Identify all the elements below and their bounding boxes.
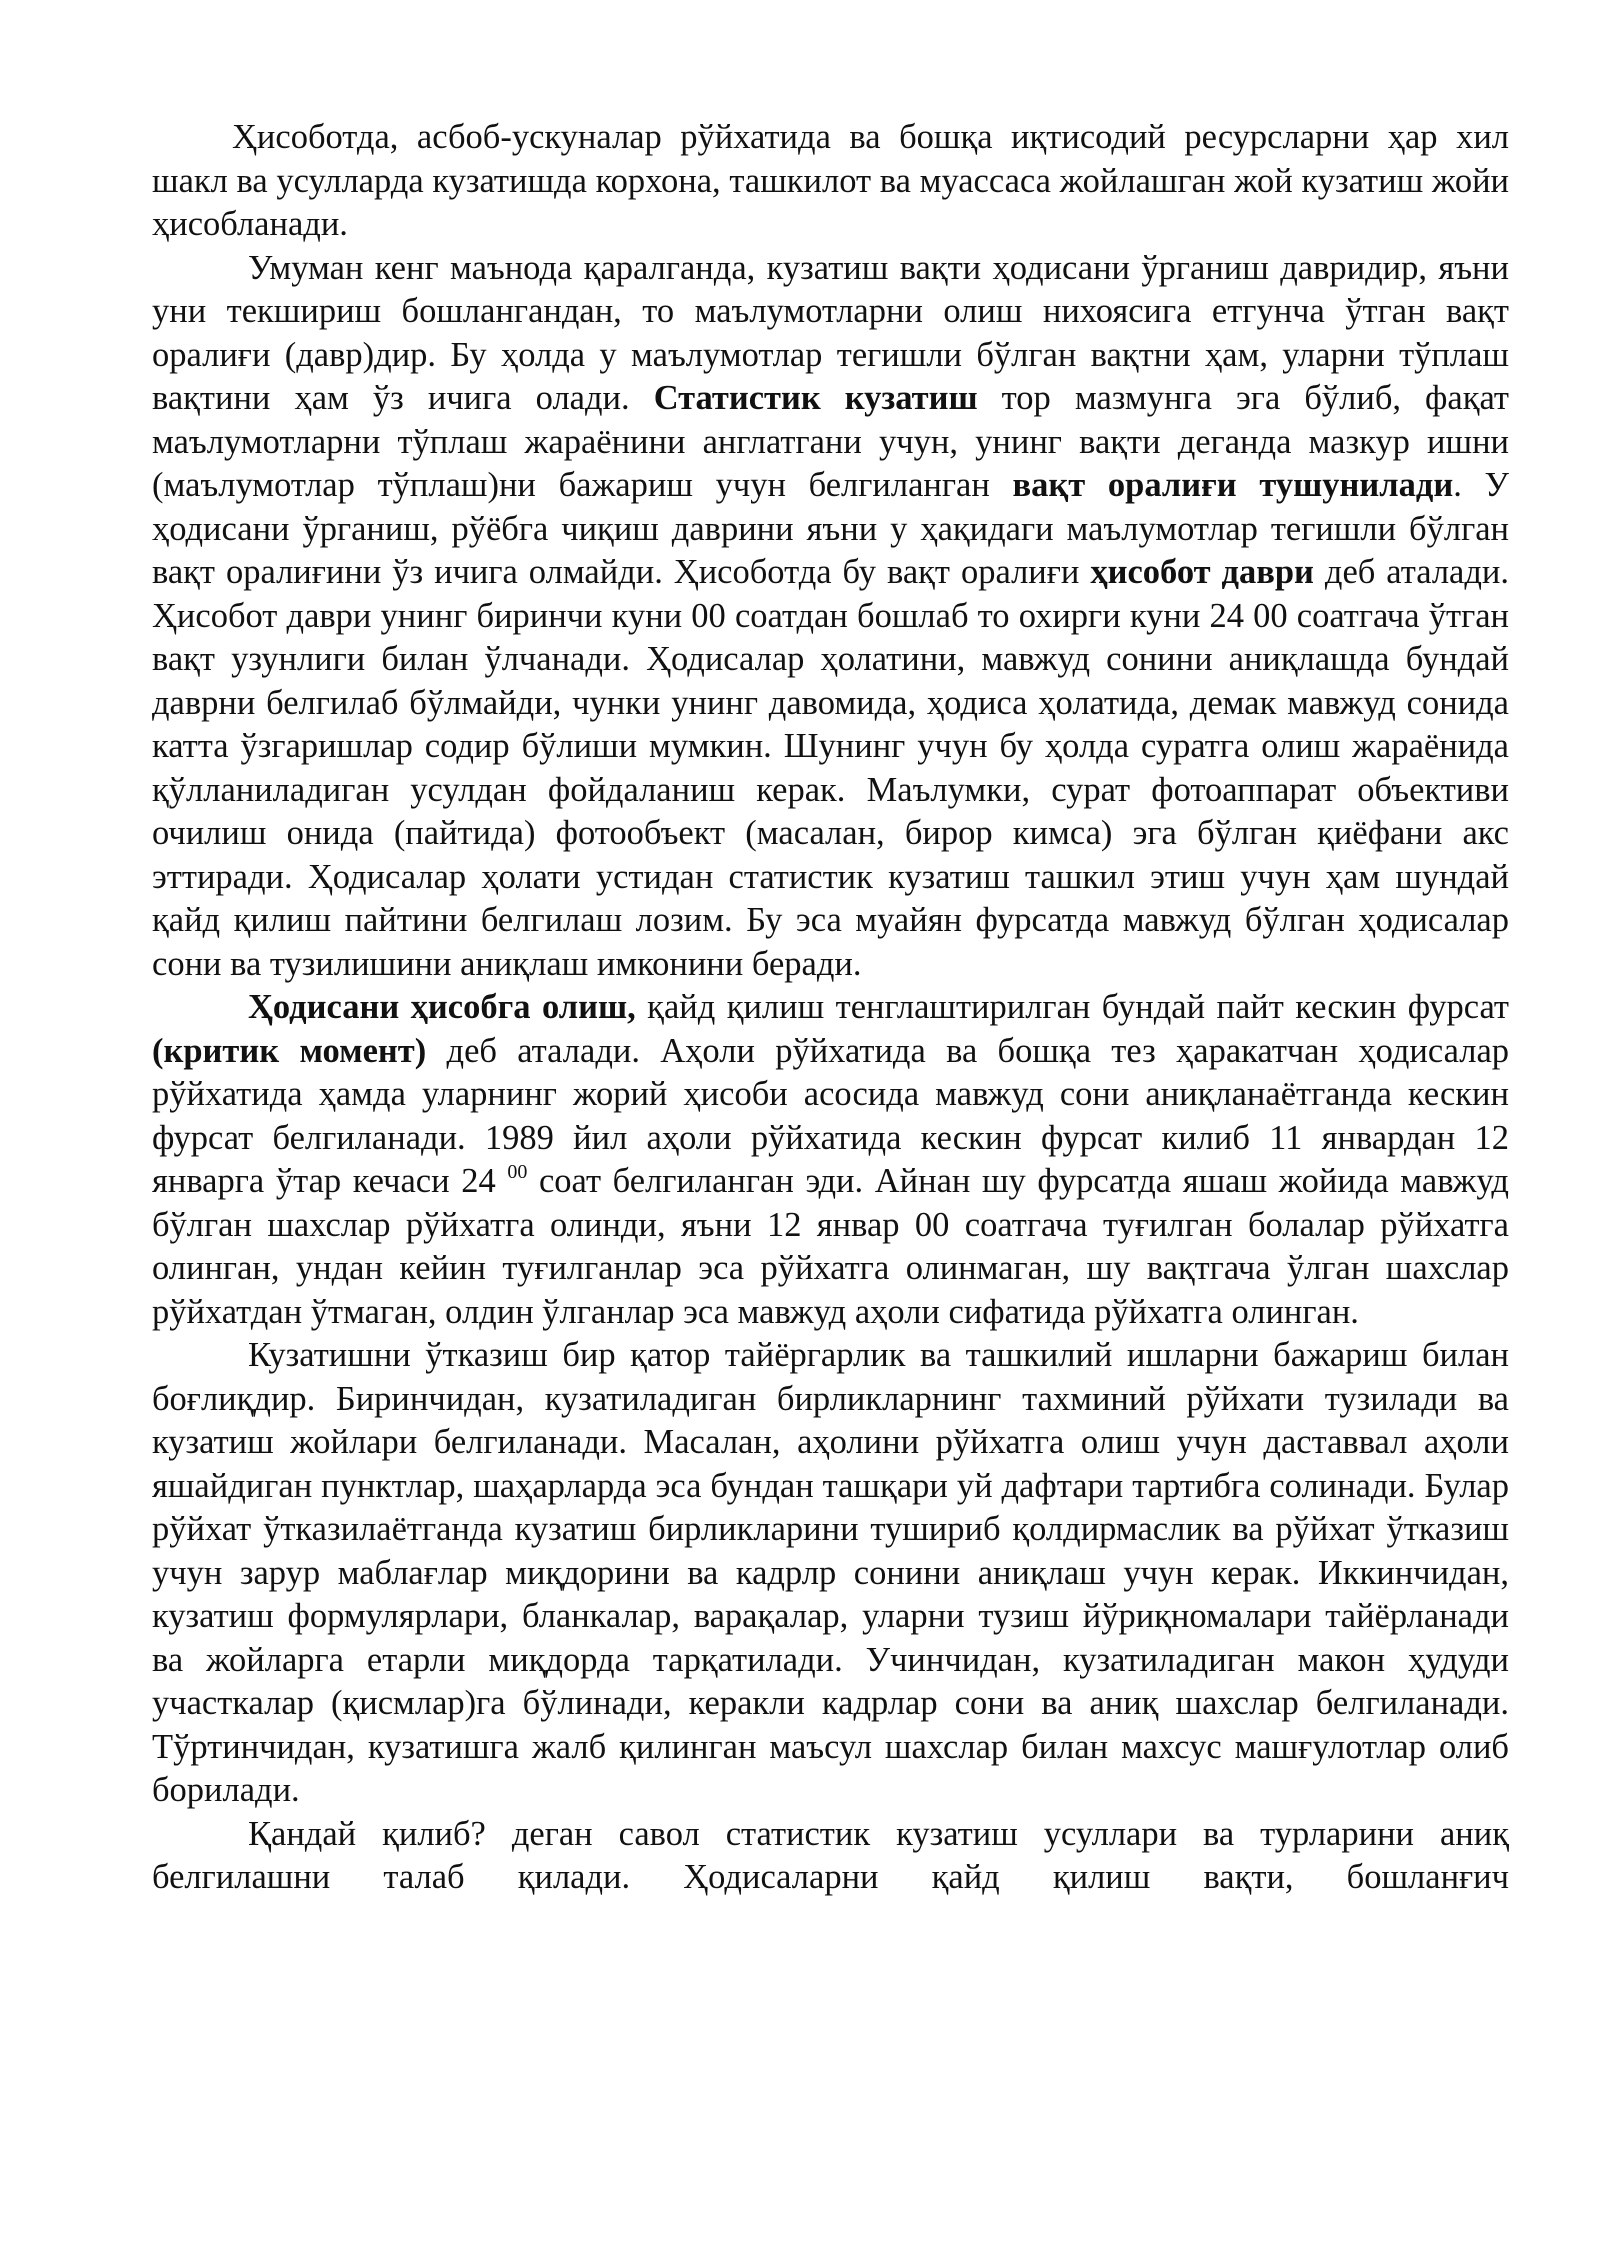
bold-term-critical-moment: (критик момент) <box>152 1031 427 1070</box>
paragraph-preparation <box>152 1334 1509 1813</box>
bold-term-reporting-period: ҳисобот даври <box>1090 553 1314 591</box>
bold-term-event-accounting: Ҳодисани ҳисобга олиш, <box>248 988 636 1026</box>
bold-term-statistical-observation: Статистик кузатиш <box>653 379 978 417</box>
paragraph-observation-time <box>152 247 1509 987</box>
document-page <box>152 116 1509 1900</box>
paragraph-observation-place <box>152 116 1509 247</box>
paragraph-critical-moment <box>152 986 1509 1334</box>
bold-term-time-interval: вақт оралиғи тушунилади <box>1012 466 1454 504</box>
paragraph-text: қайд қилиш тенглаштирилган бундай пайт кескин фурсат <box>635 988 1509 1026</box>
paragraph-text: . У ҳодисани ўрганиш, рўёбга чиқиш даврини яъни у ҳақидаги маълумотлар тегишли бўлган вақт оралиғини ўз ичига олмайди. Ҳисоботда бу вақт оралиғи <box>152 466 1509 591</box>
paragraph-text: тор мазмунга эга бўлиб, фақат маълумотларни тўплаш жараёнини англатгани учун, унинг вақти деганда мазкур ишни (маълумотлар тўплаш)ни бажариш учун белгиланган <box>152 379 1509 504</box>
paragraph-text: Ҳисоботда, асбоб-ускуналар рўйхатида ва бошқа иқтисодий ресурсларни ҳар хил шакл ва усулларда кузатишда корхона, ташкилот ва муассаса жойлашган жой кузатиш жойи ҳисобланади. <box>152 118 1509 243</box>
paragraph-text: Кузатишни ўтказиш бир қатор тайёргарлик ва ташкилий ишларни бажариш билан боғлиқдир. Биринчидан, кузатиладиган бирликларнинг тахминий рўйхати тузилади ва кузатиш жойлари белгиланади. Масалан, аҳолини рўйхатга олиш учун даставвал аҳоли яшайдиган пунктлар, шаҳарларда эса бундан ташқари уй дафтари тартибга солинади. Булар рўйхат ўтказилаётганда кузатиш бирликларини тушириб қолдирмаслик ва рўйхат ўтказиш учун зарур маблағлар миқдорини ва кадрлр сонини аниқлаш учун керак. Иккинчидан, кузатиш формулярлари, бланкалар, варақалар, уларни тузиш йўриқномалари тайёрланади ва жойларга етарли миқдорда тарқатилади. Учинчидан, кузатиладиган макон ҳудуди участкалар (қисмлар)га бўлинади, керакли кадрлар сони ва аниқ шахслар белгиланади. Тўртинчидан, кузатишга жалб қилинган маъсул шахслар билан махсус машғулотлар олиб борилади. <box>152 1336 1509 1809</box>
paragraph-text: деб аталади. Ҳисобот даври унинг биринчи куни 00 соатдан бошлаб то охирги куни 24 00 соатгача ўтган вақт узунлиги билан ўлчанади. Ҳодисалар ҳолатини, мавжуд сонини аниқлашда бундай даврни белгилаб бўлмайди, чунки унинг давомида, ҳодиса ҳолатида, демак мавжуд сонида катта ўзгаришлар содир бўлиши мумкин. Шунинг учун бу ҳолда суратга олиш жараёнида қўлланиладиган усулдан фойдаланиш керак. Маълумки, сурат фотоаппарат объективи очилиш онида (пайтида) фотообъект (масалан, бирор кимса) эга бўлган қиёфани акс эттиради. Ҳодисалар ҳолати устидан статистик кузатиш ташкил этиш учун ҳам шундай қайд қилиш пайтини белгилаш лозим. Бу эса муайян фурсатда мавжуд бўлган ҳодисалар сони ва тузилишини аниқлаш имконини беради. <box>152 553 1510 983</box>
paragraph-text: Қандай қилиб? деган савол статистик кузатиш усуллари ва турларини аниқ белгилашни талаб қилади. Ҳодисаларни қайд қилиш вақти, бошланғич <box>152 1814 1509 1896</box>
paragraph-text: деб аталади. Аҳоли рўйхатида ва бошқа тез ҳаракатчан ҳодисалар рўйхатида ҳамда уларнинг жорий ҳисоби асосида мавжуд сони аниқланаётганда кескин фурсат белгиланади. 1989 йил аҳоли рўйхатида кескин фурсат килиб 11 январдан 12 январга ўтар кечаси 24 <box>152 1031 1510 1200</box>
paragraph-methods <box>152 1813 1509 1900</box>
paragraph-text: Умуман кенг маънода қаралганда, кузатиш вақти ҳодисани ўрганиш давридир, яъни уни текшириш бошлангандан, то маълумотларни олиш нихоясига етгунча ўтган вақт оралиғи (давр)дир. Бу ҳолда у маълумотлар тегишли бўлган вақтни ҳам, уларни тўплаш вақтини ҳам ўз ичига олади. <box>152 248 1509 417</box>
superscript-minutes: 00 <box>507 1161 528 1183</box>
paragraph-text: соат белгиланган эди. Айнан шу фурсатда яшаш жойида мавжуд бўлган шахслар рўйхатга олинди, яъни 12 январ 00 соатгача туғилган болалар рўйхатга олинган, ундан кейин туғилганлар эса рўйхатга олинмаган, шу вақтгача ўлган шахслар рўйхатдан ўтмаган, олдин ўлганлар эса мавжуд аҳоли сифатида рўйхатга олинган. <box>152 1162 1509 1331</box>
